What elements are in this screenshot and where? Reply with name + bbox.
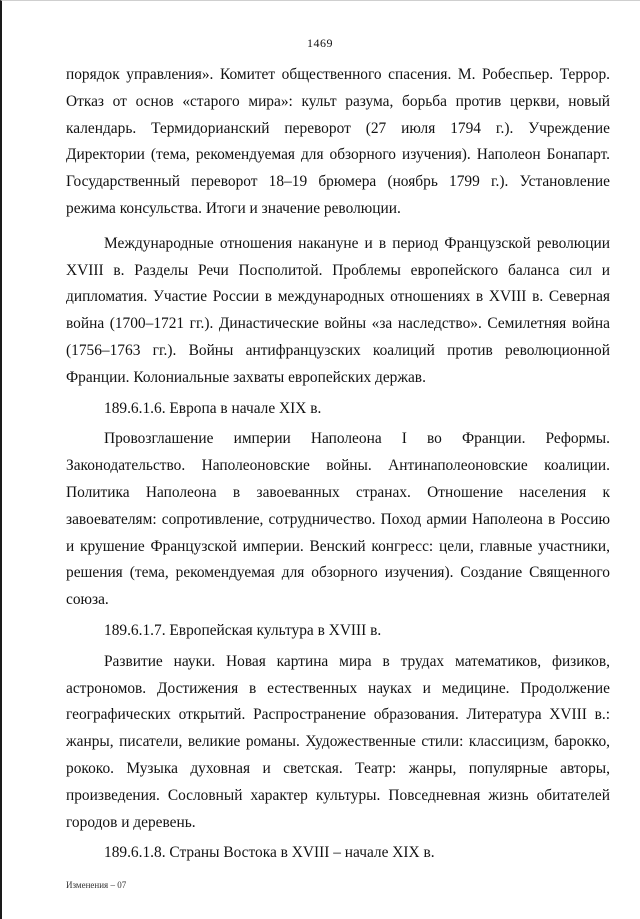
document-body	[66, 62, 610, 871]
section-heading-eastern-countries: 189.6.1.8. Страны Востока в XVIII – начале XIX в.	[104, 844, 435, 862]
page-number: 1469	[307, 36, 333, 50]
paragraph-international-relations: Международные отношения накануне и в период Французской революции XVIII в. Разделы Речи Посполитой. Проблемы европейского баланса сил и дипломатия. Участие России в международных отношениях в XVIII в. Северная война (1700–1721 гг.). Династические войны «за наследство». Семилетняя война (1756–1763 гг.). Войны антифранцузских коалиций против революционной Франции. Колониальные захваты европейских держав.	[66, 234, 610, 386]
section-heading-europe-early-19c: 189.6.1.6. Европа в начале XIX в.	[104, 399, 322, 417]
paragraph-revolution-continued: порядок управления». Комитет общественного спасения. М. Робеспьер. Террор. Отказ от основ «старого мира»: культ разума, борьба против церкви, новый календарь. Термидорианский переворот (27 июля 1794 г.). Учреждение Директории (тема, рекомендуемая для обзорного изучения). Наполеон Бонапарт. Государственный переворот 18–19 брюмера (ноябрь 1799 г.). Установление режима консульства. Итоги и значение революции.	[66, 66, 610, 217]
paragraph-napoleon-empire: Провозглашение империи Наполеона I во Франции. Реформы. Законодательство. Наполеоновские войны. Антинаполеоновские коалиции. Политика Наполеона в завоеванных странах. Отношение населения к завоевателям: сопротивление, сотрудничество. Поход армии Наполеона в Россию и крушение Французской империи. Венский конгресс: цели, главные участники, решения (тема, рекомендуемая для обзорного изучения). Создание Священного союза.	[66, 430, 610, 609]
footer-changes-note: Изменения – 07	[66, 880, 127, 890]
paragraph-culture-science: Развитие науки. Новая картина мира в трудах математиков, физиков, астрономов. Достижения в естественных науках и медицине. Продолжение географических открытий. Распространение образования. Литература XVIII в.: жанры, писатели, великие романы. Художественные стили: классицизм, барокко, рококо. Музыка духовная и светская. Театр: жанры, популярные авторы, произведения. Сословный характер культуры. Повседневная жизнь обитателей городов и деревень.	[66, 652, 610, 831]
section-heading-european-culture-18c: 189.6.1.7. Европейская культура в XVIII в.	[104, 621, 382, 639]
